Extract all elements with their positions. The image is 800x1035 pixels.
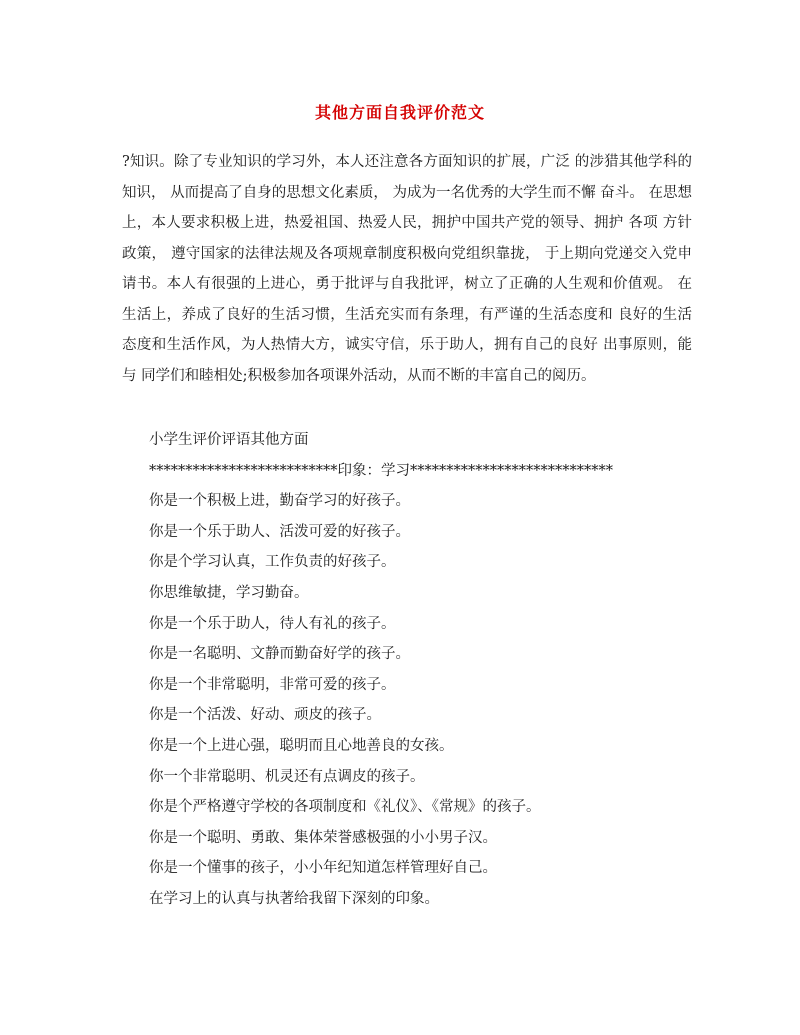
list-item: 你是一个乐于助人、活泼可爱的好孩子。 xyxy=(149,523,410,540)
list-item: 小学生评价评语其他方面 xyxy=(149,432,309,448)
list-item: 你是一个聪明、勇敢、集体荣誉感极强的小小男子汉。 xyxy=(149,829,497,846)
list-item: 你是一个懂事的孩子，小小年纪知道怎样管理好自己。 xyxy=(149,860,497,877)
list-item: 在学习上的认真与执著给我留下深刻的印象。 xyxy=(149,890,439,907)
list-item: 你是一个乐于助人，待人有礼的孩子。 xyxy=(149,615,396,632)
comment-list xyxy=(149,425,709,915)
page-title: 其他方面自我评价范文 xyxy=(314,103,485,122)
intro-paragraph: ?知识。除了专业知识的学习外，本人还注意各方面知识的扩展，广泛 的涉猎其他学科的知识， 从而提高了自身的思想文化素质， 为成为一名优秀的大学生而不懈 奋斗。 在思想上，本人要求积极上进，热爱祖国、热爱人民，拥护中国共产党的领导、拥护 各项 方针政策， 遵守国家的法律法规及各项规章制度积极向党组织靠拢， 于上期向党递交入党申 请书。本人有很强的上进心，勇于批评与自我批评，树立了正确的人生观和价值观。 在生活上，养成了良好的生活习惯，生活充实而有条理，有严谨的生活态度和 良好的生活 态度和生活作风，为人热情大方，诚实守信，乐于助人，拥有自己的良好 出事原则，能与 同学们和睦相处;积极参加各项课外活动，从而不断的丰富自己的阅历。 xyxy=(122,154,692,384)
list-item: 你一个非常聪明、机灵还有点调皮的孩子。 xyxy=(149,768,425,785)
list-item: 你是一名聪明、文静而勤奋好学的孩子。 xyxy=(149,646,410,663)
list-item: 你是一个活泼、好动、顽皮的孩子。 xyxy=(149,707,381,724)
list-item: 你是一个上进心强，聪明而且心地善良的女孩。 xyxy=(149,737,454,754)
list-item: **************************印象：学习**************************** xyxy=(149,462,613,479)
list-item: 你是个严格遵守学校的各项制度和《礼仪》、《常规》的孩子。 xyxy=(149,799,541,816)
list-item: 你思维敏捷，学习勤奋。 xyxy=(149,584,309,601)
list-item: 你是一个非常聪明，非常可爱的孩子。 xyxy=(149,676,396,693)
list-item: 你是个学习认真，工作负责的好孩子。 xyxy=(149,554,396,571)
list-item: 你是一个积极上进，勤奋学习的好孩子。 xyxy=(149,493,410,510)
